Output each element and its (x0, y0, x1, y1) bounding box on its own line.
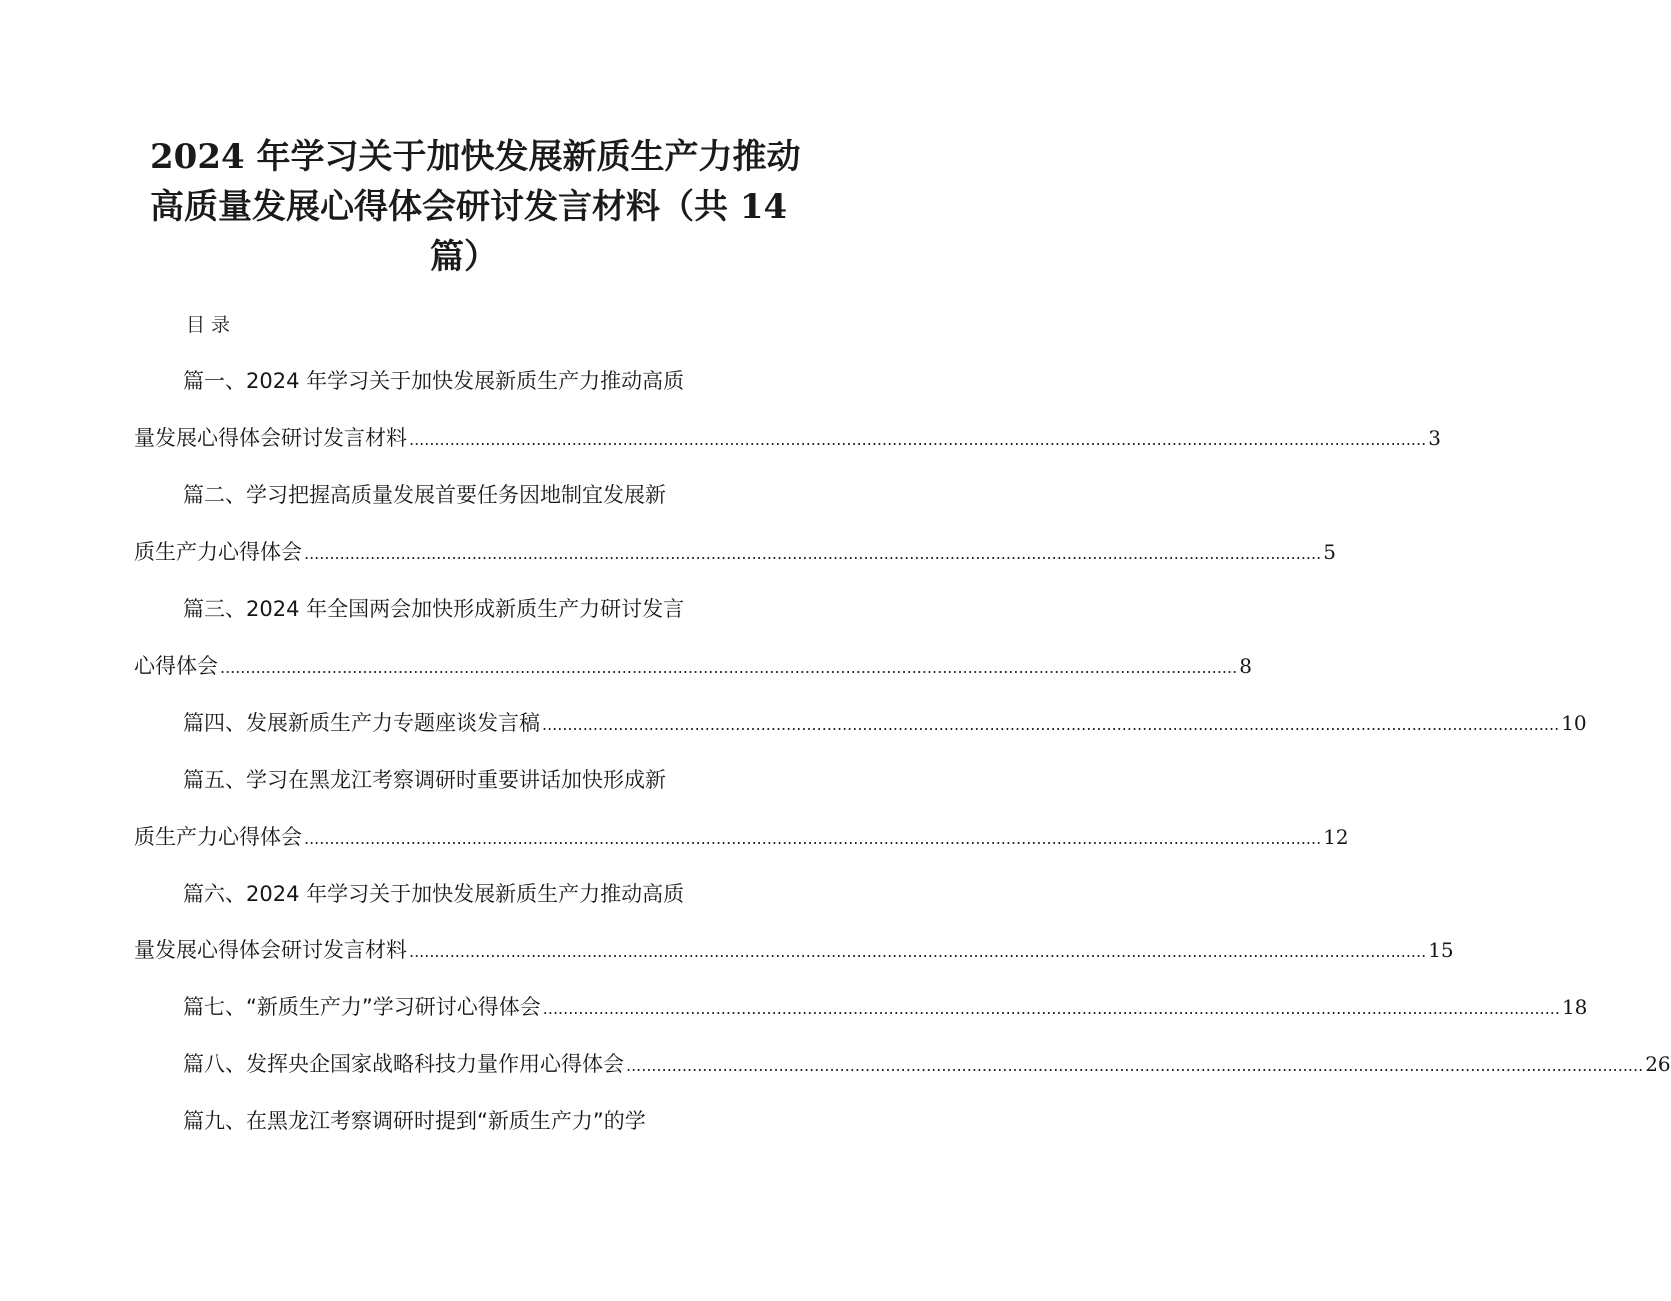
toc-entry-1-title-cont: 量发展心得体会研讨发言材料 (134, 426, 407, 450)
toc-entry-5-page: 12 (1323, 825, 1349, 849)
leader-dots: ........................................................................................................................................................................................................ (626, 1056, 1644, 1075)
toc-entry-4-page: 10 (1561, 711, 1587, 735)
toc-entry-6-line-2[interactable] (134, 934, 1454, 968)
toc-entry-7-title: 篇七、“新质生产力”学习研讨心得体会 (183, 995, 541, 1019)
toc-entry-3-line-1[interactable]: 篇三、2024 年全国两会加快形成新质生产力研讨发言 (183, 597, 685, 621)
toc-entry-5-line-1[interactable]: 篇五、学习在黑龙江考察调研时重要讲话加快形成新 (183, 768, 666, 792)
toc-entry-2-line-1[interactable]: 篇二、学习把握高质量发展首要任务因地制宜发展新 (183, 483, 666, 507)
toc-heading: 目录 (186, 314, 237, 336)
toc-entry-9-line-1[interactable]: 篇九、在黑龙江考察调研时提到“新质生产力”的学 (183, 1109, 646, 1133)
toc-entry-2-page: 5 (1323, 540, 1336, 564)
toc-entry-1-page: 3 (1428, 426, 1441, 450)
leader-dots: ........................................................................................................................................................................................................ (542, 715, 1560, 734)
toc-entry-3-page: 8 (1239, 654, 1252, 678)
toc-entry-1-line-2[interactable] (134, 422, 1441, 456)
toc-entry-1-line-1[interactable]: 篇一、2024 年学习关于加快发展新质生产力推动高质 (183, 369, 685, 393)
toc-entry-6-line-1[interactable]: 篇六、2024 年学习关于加快发展新质生产力推动高质 (183, 882, 685, 906)
leader-dots: ........................................................................................................................................................................................................ (409, 430, 1427, 449)
leader-dots: ........................................................................................................................................................................................................ (542, 999, 1560, 1018)
title-line-3: 篇） (430, 237, 498, 277)
toc-entry-4[interactable] (183, 707, 1587, 741)
toc-entry-2-title-cont: 质生产力心得体会 (134, 540, 302, 564)
toc-entry-2-line-2[interactable] (134, 536, 1336, 570)
toc-entry-5-title-cont: 质生产力心得体会 (134, 825, 302, 849)
toc-entry-3-line-2[interactable] (134, 650, 1252, 684)
document-title (150, 132, 801, 282)
toc-entry-4-title: 篇四、发展新质生产力专题座谈发言稿 (183, 711, 540, 735)
toc-entry-8-title: 篇八、发挥央企国家战略科技力量作用心得体会 (183, 1052, 624, 1076)
leader-dots: ........................................................................................................................................................................................................ (304, 829, 1322, 848)
toc-entry-3-title-cont: 心得体会 (134, 654, 218, 678)
leader-dots: ........................................................................................................................................................................................................ (220, 658, 1238, 677)
toc-entry-6-page: 15 (1428, 938, 1454, 962)
title-line-2: 高质量发展心得体会研讨发言材料（共 14 (150, 187, 788, 227)
title-line-1: 2024 年学习关于加快发展新质生产力推动 (150, 137, 801, 177)
toc-entry-8-page: 26 (1645, 1052, 1671, 1076)
leader-dots: ........................................................................................................................................................................................................ (304, 544, 1322, 563)
toc-entry-8[interactable] (183, 1048, 1671, 1082)
toc-entry-6-title-cont: 量发展心得体会研讨发言材料 (134, 938, 407, 962)
leader-dots: ........................................................................................................................................................................................................ (409, 942, 1427, 961)
toc-entry-7[interactable] (183, 991, 1588, 1025)
toc-entry-7-page: 18 (1561, 995, 1588, 1019)
toc-entry-5-line-2[interactable] (134, 821, 1349, 855)
